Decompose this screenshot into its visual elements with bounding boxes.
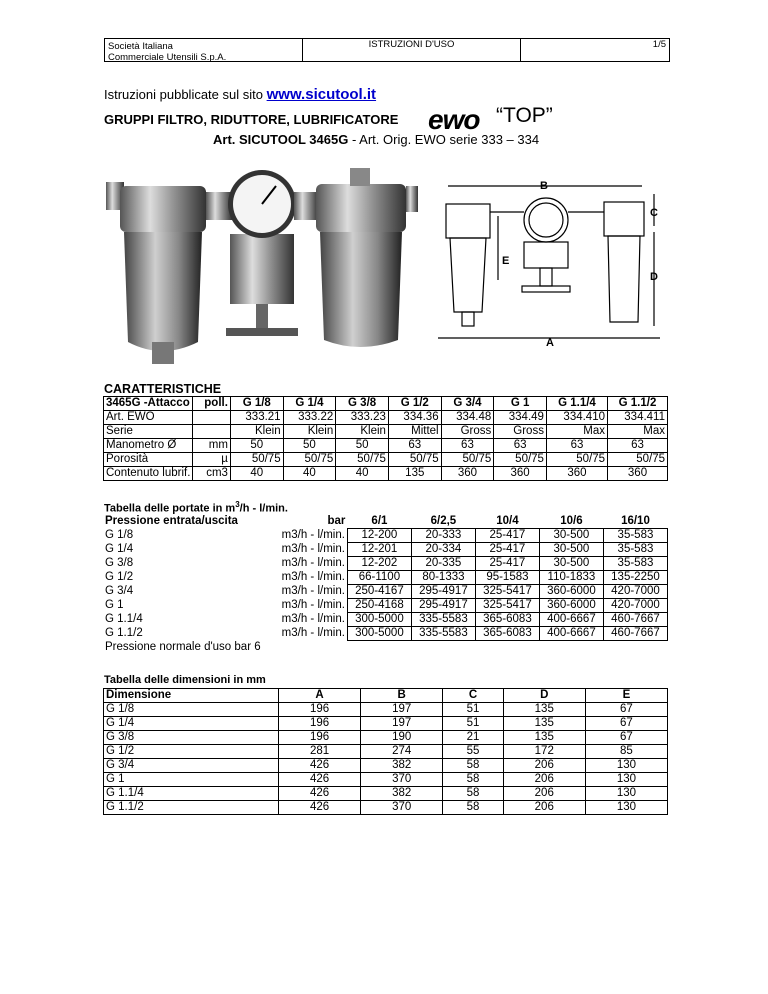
table-row: G 1/4 m3/h - l/min. 12-201 20-334 25-417 30-500 35-583 <box>103 543 668 557</box>
header-cell: 3465G -Attacco <box>104 397 193 411</box>
article-line: Art. SICUTOOL 3465G - Art. Orig. EWO serie 333 – 334 <box>213 132 540 147</box>
table-row: Contenuto lubrif. cm3 40 40 40 135 360 360 360 360 <box>104 467 668 481</box>
table-row: G 1/2 m3/h - l/min. 66-1100 80-1333 95-1583 110-1833 135-2250 <box>103 571 668 585</box>
header-cell: G 1/2 <box>388 397 441 411</box>
table-row: G 1.1/2 426 370 58 206 130 <box>104 801 668 815</box>
table-header-row <box>104 397 668 411</box>
table-row: G 3/8 196 190 21 135 67 <box>104 731 668 745</box>
header-cell: G 1 <box>494 397 547 411</box>
label-d: D <box>650 271 658 283</box>
table-row: G 1/8 196 197 51 135 67 <box>104 703 668 717</box>
portate-table <box>103 515 668 654</box>
intro-line: Istruzioni pubblicate sul sito www.sicutool.it <box>104 86 377 103</box>
caratteristiche-table <box>103 396 668 481</box>
header-cell: poll. <box>193 397 231 411</box>
table-row: Serie Klein Klein Klein Mittel Gross Gross Max Max <box>104 425 668 439</box>
table-header-row: Pressione entrata/uscita bar 6/1 6/2,5 10/4 10/6 16/10 <box>105 515 650 528</box>
table-row: Manometro Ø mm 50 50 50 63 63 63 63 63 <box>104 439 668 453</box>
page-number: 1/5 <box>652 39 666 50</box>
dimensioni-title: Tabella delle dimensioni in mm <box>104 674 266 686</box>
caratteristiche-title: CARATTERISTICHE <box>104 382 222 396</box>
table-row: Art. EWO 333.21 333.22 333.23 334.36 334.48 334.49 334.410 334.411 <box>104 411 668 425</box>
header-cell: G 1.1/4 <box>546 397 607 411</box>
table-row: G 1/2 281 274 55 172 85 <box>104 745 668 759</box>
table-row: G 1 m3/h - l/min. 250-4168 295-4917 325-5417 360-6000 420-7000 <box>103 599 668 613</box>
product-title: GRUPPI FILTRO, RIDUTTORE, LUBRIFICATORE <box>104 112 399 127</box>
table-row: G 3/8 m3/h - l/min. 12-202 20-335 25-417 30-500 35-583 <box>103 557 668 571</box>
page-header <box>104 38 670 62</box>
header-cell: G 1/4 <box>283 397 336 411</box>
label-b: B <box>540 180 548 192</box>
table-row: G 1.1/4 m3/h - l/min. 300-5000 335-5583 365-6083 400-6667 460-7667 <box>103 613 668 627</box>
ewo-logo: ewo <box>428 104 480 135</box>
product-photo <box>106 164 418 378</box>
header-cell: G 1/8 <box>230 397 283 411</box>
table-row: G 3/4 426 382 58 206 130 <box>104 759 668 773</box>
dimension-drawing <box>428 176 672 352</box>
label-a: A <box>546 337 554 349</box>
table-row: G 1.1/2 m3/h - l/min. 300-5000 335-5583 365-6083 400-6667 460-7667 <box>103 627 668 641</box>
table-note-row: Pressione normale d'uso bar 6 <box>105 641 261 653</box>
label-c: C <box>650 207 658 219</box>
company-name: Società Italiana Commerciale Utensili S.p.A. <box>105 39 303 61</box>
table-row: G 1.1/4 426 382 58 206 130 <box>104 787 668 801</box>
label-e: E <box>502 255 510 267</box>
portate-title: Tabella delle portate in $m^3/h - l/\min$. <box>104 500 288 515</box>
logo-suffix: “TOP” <box>496 104 553 127</box>
dimensioni-table <box>103 688 668 815</box>
website-link[interactable]: www.sicutool.it <box>266 86 377 103</box>
table-header-row: Dimensione A B C D E <box>104 689 668 703</box>
header-cell: G 1.1/2 <box>608 397 668 411</box>
header-cell: G 3/8 <box>336 397 389 411</box>
table-row: G 3/4 m3/h - l/min. 250-4167 295-4917 325-5417 360-6000 420-7000 <box>103 585 668 599</box>
table-row: G 1 426 370 58 206 130 <box>104 773 668 787</box>
table-row: G 1/4 196 197 51 135 67 <box>104 717 668 731</box>
table-row: G 1/8 m3/h - l/min. 12-200 20-333 25-417 30-500 35-583 <box>103 529 668 543</box>
table-row: Porosità µ 50/75 50/75 50/75 50/75 50/75 50/75 50/75 50/75 <box>104 453 668 467</box>
document-title: ISTRUZIONI D'USO <box>303 39 521 61</box>
header-cell: G 3/4 <box>441 397 494 411</box>
